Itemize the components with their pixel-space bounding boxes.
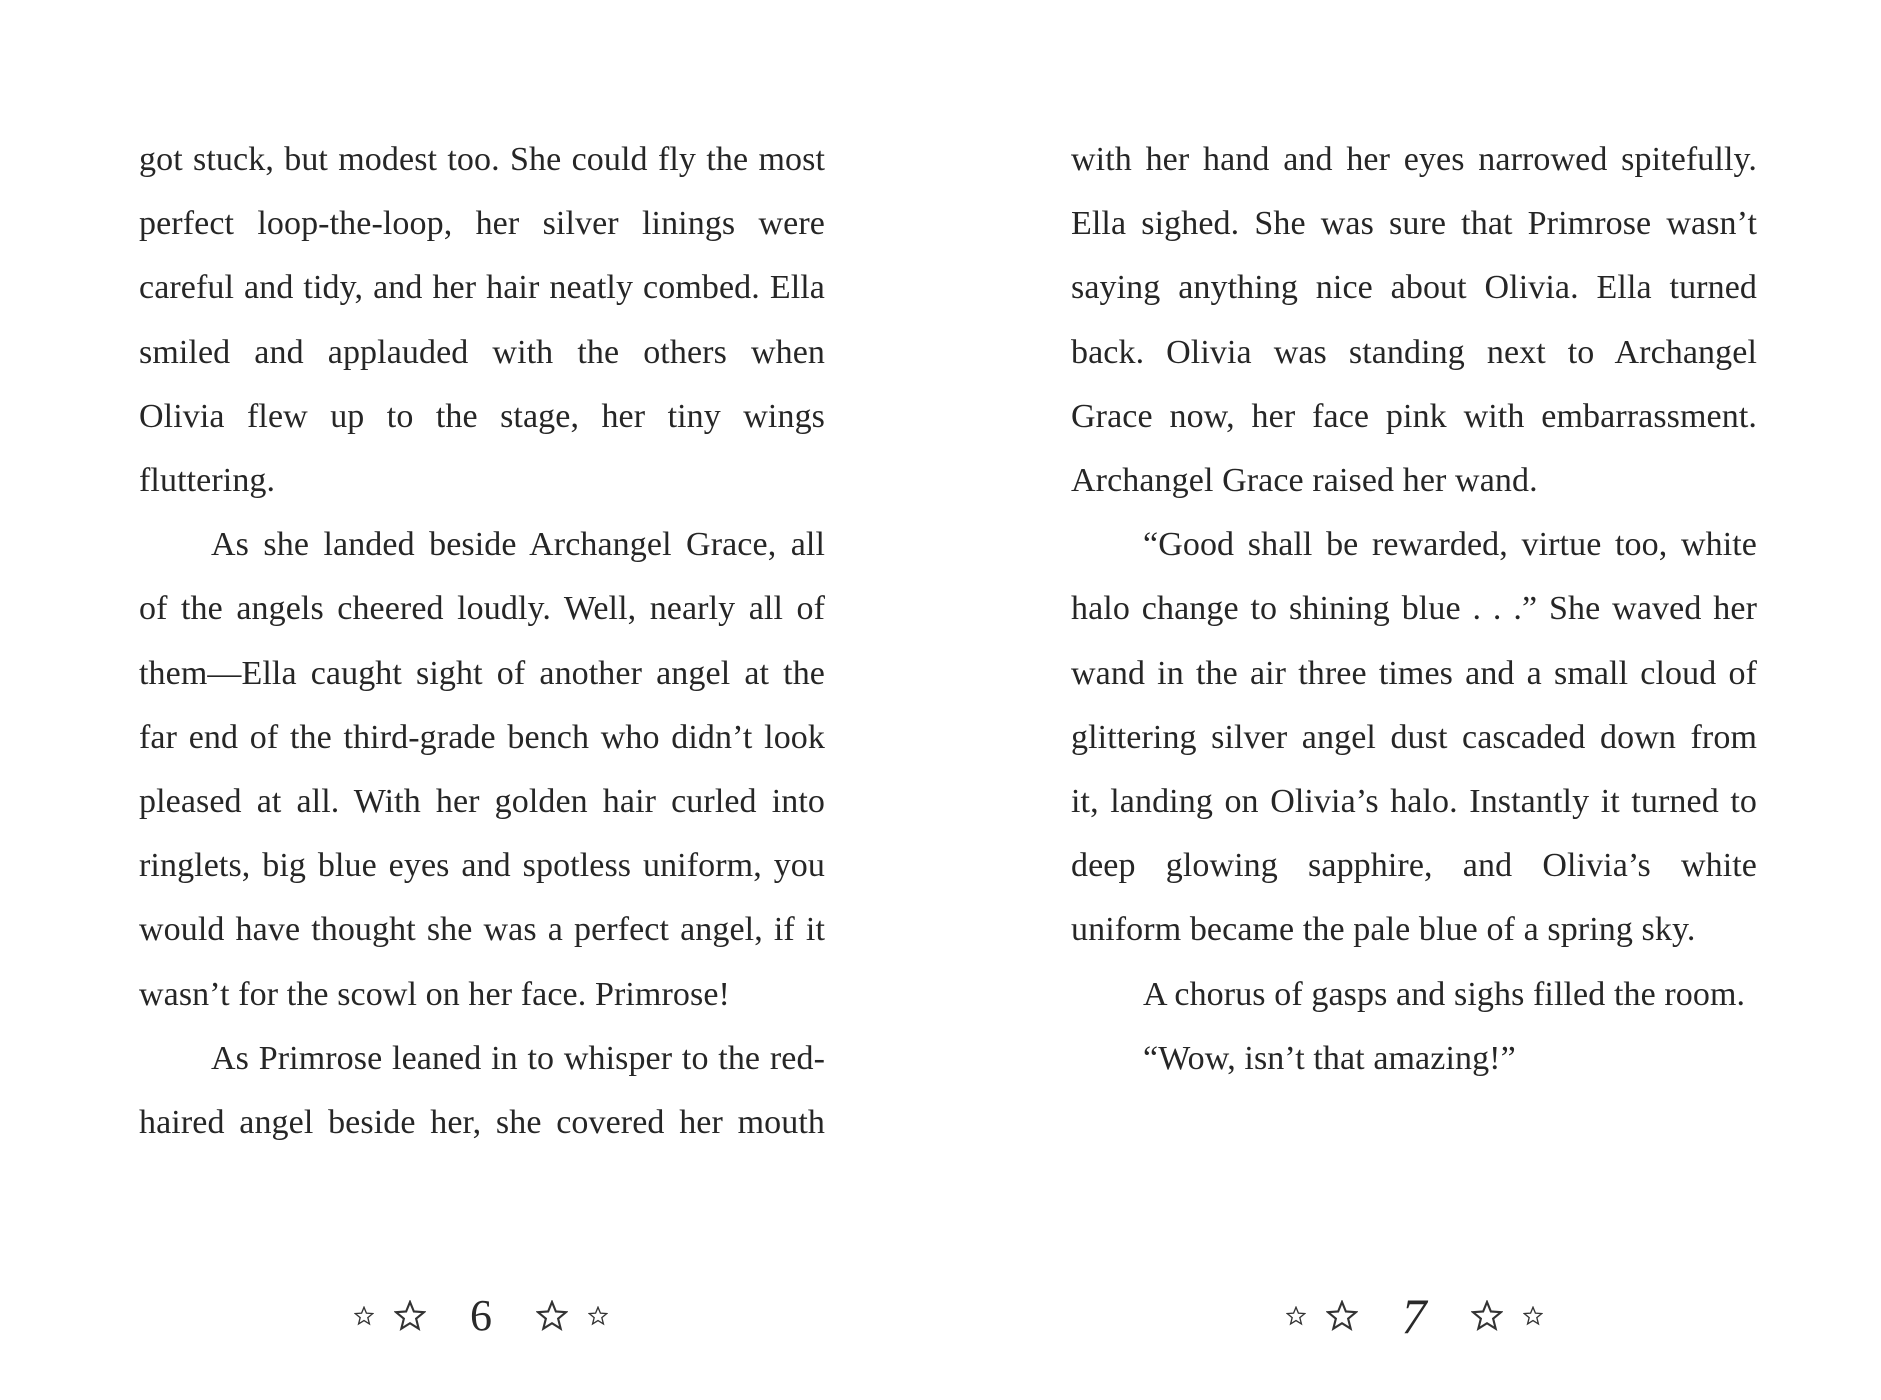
right-paragraph-3: A chorus of gasps and sighs filled the room.	[1143, 975, 1746, 1013]
star-outline-icon	[1326, 1300, 1358, 1332]
star-outline-icon	[1286, 1306, 1306, 1326]
star-outline-icon	[1471, 1300, 1503, 1332]
right-paragraph-2: “Good shall be rewarded, virtue too, white halo change to shining blue . . .” She waved her wand in the air three times and a small cloud of glittering silver angel dust cascaded down from it, landing on Olivia’s halo. Instantly it turned to deep glowing sapphire, and Olivia’s white uniform became the pale blue of a spring sky.	[1071, 526, 1757, 949]
right-page	[1071, 128, 1757, 1091]
left-paragraph-2: As she landed beside Archangel Grace, all of the angels cheered loudly. Well, nearly all of them—Ella caught sight of another angel at the far end of the third-grade bench who didn’t look pleased at all. With her golden hair curled into ringlets, big blue eyes and spotless uniform, you would have thought she was a perfect angel, if it wasn’t for the scowl on her face. Primrose!	[139, 526, 825, 1013]
right-paragraph-4: “Wow, isn’t that amazing!”	[1143, 1039, 1516, 1077]
page-number: 6	[470, 1291, 492, 1340]
left-folio	[281, 1286, 681, 1346]
right-folio	[1214, 1286, 1614, 1346]
left-paragraph-1: got stuck, but modest too. She could fly the most perfect loop-the-loop, her silver linings were careful and tidy, and her hair neatly combed. Ella smiled and applauded with the others when Olivia flew up to the stage, her tiny wings fluttering.	[139, 141, 825, 500]
star-outline-icon	[536, 1300, 568, 1332]
star-outline-icon	[394, 1300, 426, 1332]
left-page	[139, 128, 825, 1155]
right-paragraph-1: with her hand and her eyes narrowed spitefully. Ella sighed. She was sure that Primrose wasn’t saying anything nice about Olivia. Ella turned back. Olivia was standing next to Archangel Grace now, her face pink with embarrassment. Archangel Grace raised her wand.	[1071, 141, 1757, 500]
page-number: 7	[1401, 1288, 1427, 1344]
left-paragraph-3: As Primrose leaned in to whisper to the red-haired angel beside her, she covered her mouth	[139, 1039, 825, 1142]
star-outline-icon	[1523, 1306, 1543, 1326]
star-outline-icon	[354, 1306, 374, 1326]
star-outline-icon	[588, 1306, 608, 1326]
